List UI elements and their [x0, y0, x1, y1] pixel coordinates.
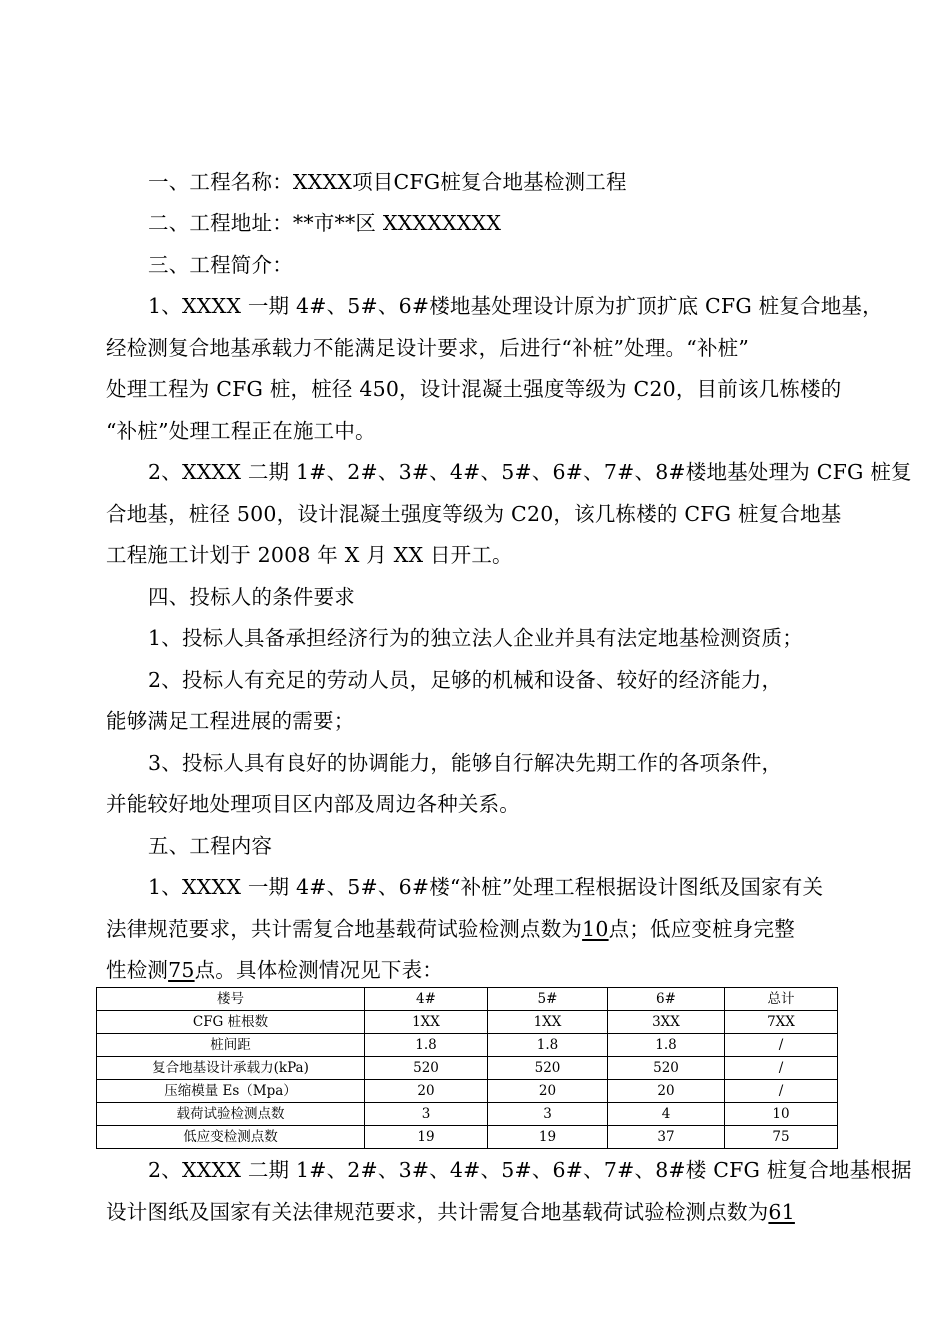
table-row — [97, 1080, 838, 1103]
section-project-address: 二、工程地址：**市**区 XXXXXXXX — [148, 211, 502, 235]
table-header-row — [97, 988, 838, 1011]
table-row — [97, 1126, 838, 1149]
table-cell: 19 — [365, 1126, 488, 1149]
table-cell: CFG 桩根数 — [97, 1011, 365, 1034]
table-cell: 压缩模量 Es（Mpa） — [97, 1080, 365, 1103]
paragraph-line: 2、XXXX 二期 1#、2#、3#、4#、5#、6#、7#、8#楼地基处理为 CFG 桩复 — [148, 460, 912, 484]
paragraph-line: 1、XXXX 一期 4#、5#、6#楼地基处理设计原为扩顶扩底 CFG 桩复合地基， — [148, 294, 883, 318]
table-cell: 1.8 — [488, 1034, 608, 1057]
section-bidder-requirements-heading: 四、投标人的条件要求 — [148, 585, 355, 609]
table-cell: 1.8 — [608, 1034, 725, 1057]
paragraph-line: 3、投标人具有良好的协调能力，能够自行解决先期工作的各项条件， — [148, 751, 783, 775]
table-cell: 1XX — [488, 1011, 608, 1034]
table-cell: / — [725, 1034, 838, 1057]
table-cell: 520 — [365, 1057, 488, 1080]
table-cell: 3XX — [608, 1011, 725, 1034]
table-cell: 复合地基设计承载力(kPa) — [97, 1057, 365, 1080]
table-cell: 1XX — [365, 1011, 488, 1034]
text-span: 设计图纸及国家有关法律规范要求，共计需复合地基载荷试验检测点数为 — [106, 1200, 769, 1224]
table-header-cell: 总计 — [725, 988, 838, 1011]
table-cell: 75 — [725, 1126, 838, 1149]
table-cell: 3 — [365, 1103, 488, 1126]
text-span: 法律规范要求，共计需复合地基载荷试验检测点数为 — [106, 917, 583, 941]
paragraph-line: 经检测复合地基承载力不能满足设计要求，后进行“补桩”处理。“补桩” — [106, 336, 750, 360]
paragraph-line — [106, 1197, 854, 1227]
table-row — [97, 1057, 838, 1080]
section-work-content-heading: 五、工程内容 — [148, 834, 273, 858]
table-cell: 4 — [608, 1103, 725, 1126]
inspection-table — [96, 987, 838, 1149]
low-strain-test-count: 75 — [168, 958, 195, 982]
table-cell: 载荷试验检测点数 — [97, 1103, 365, 1126]
table-cell: 7XX — [725, 1011, 838, 1034]
text-span: 点；低应变桩身完整 — [608, 917, 795, 941]
paragraph-line — [106, 955, 854, 985]
table-cell: 10 — [725, 1103, 838, 1126]
paragraph-line — [106, 914, 854, 944]
paragraph-line: 2、XXXX 二期 1#、2#、3#、4#、5#、6#、7#、8#楼 CFG 桩复合地基根据 — [148, 1158, 912, 1182]
table-cell: 桩间距 — [97, 1034, 365, 1057]
table-cell: 20 — [365, 1080, 488, 1103]
table-cell: 19 — [488, 1126, 608, 1149]
paragraph-line: 1、投标人具备承担经济行为的独立法人企业并具有法定地基检测资质； — [148, 626, 803, 650]
table-cell: 低应变检测点数 — [97, 1126, 365, 1149]
table-cell: 520 — [488, 1057, 608, 1080]
paragraph-line: 合地基，桩径 500，设计混凝土强度等级为 C20，该几栋楼的 CFG 桩复合地基 — [106, 502, 842, 526]
paragraph-line: 2、投标人有充足的劳动人员，足够的机械和设备、较好的经济能力， — [148, 668, 783, 692]
table-cell: 1.8 — [365, 1034, 488, 1057]
paragraph-line: 并能较好地处理项目区内部及周边各种关系。 — [106, 792, 520, 816]
table-cell: 3 — [488, 1103, 608, 1126]
table-cell: / — [725, 1057, 838, 1080]
table-row — [97, 1011, 838, 1034]
section-project-name: 一、工程名称：XXXX项目CFG桩复合地基检测工程 — [148, 170, 627, 194]
table-header-cell: 4# — [365, 988, 488, 1011]
paragraph-line: 处理工程为 CFG 桩，桩径 450，设计混凝土强度等级为 C20，目前该几栋楼的 — [106, 377, 842, 401]
table-row — [97, 1103, 838, 1126]
table-header-cell: 5# — [488, 988, 608, 1011]
table-cell: 520 — [608, 1057, 725, 1080]
table-cell: / — [725, 1080, 838, 1103]
paragraph-line: 能够满足工程进展的需要； — [106, 709, 355, 733]
phase2-load-test-count: 61 — [768, 1200, 795, 1224]
table-cell: 37 — [608, 1126, 725, 1149]
table-header-cell: 楼号 — [97, 988, 365, 1011]
paragraph-line: “补桩”处理工程正在施工中。 — [106, 419, 376, 443]
table-row — [97, 1034, 838, 1057]
section-project-intro-heading: 三、工程简介： — [148, 253, 293, 277]
load-test-count: 10 — [582, 917, 609, 941]
table-cell: 20 — [488, 1080, 608, 1103]
paragraph-line: 工程施工计划于 2008 年 X 月 XX 日开工。 — [106, 543, 513, 567]
table-header-cell: 6# — [608, 988, 725, 1011]
text-span: 性检测 — [106, 958, 169, 982]
text-span: 点。具体检测情况见下表： — [194, 958, 444, 982]
paragraph-line: 1、XXXX 一期 4#、5#、6#楼“补桩”处理工程根据设计图纸及国家有关 — [148, 875, 824, 899]
table-cell: 20 — [608, 1080, 725, 1103]
